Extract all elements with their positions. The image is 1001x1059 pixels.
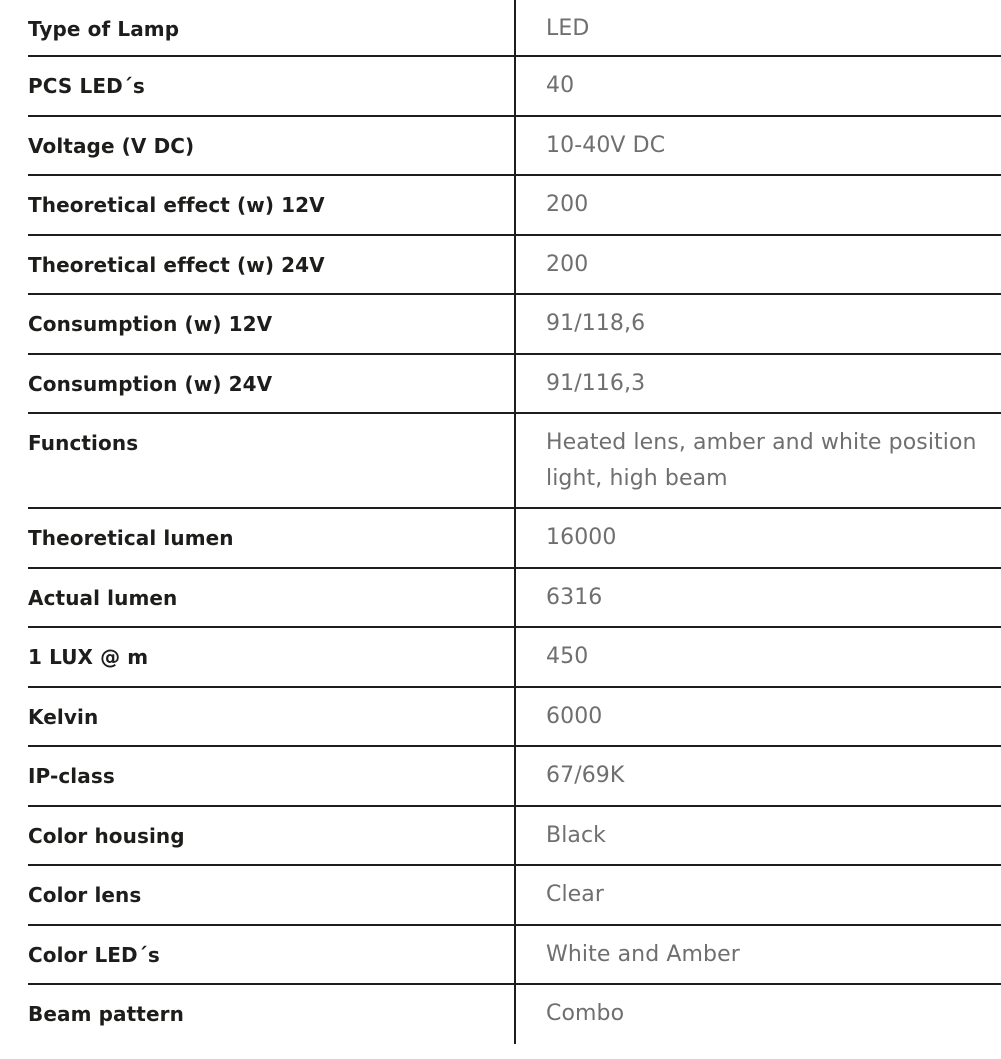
spec-label: Theoretical effect (w) 24V	[28, 252, 325, 277]
spec-value: 10-40V DC	[546, 132, 666, 158]
spec-value: LED	[546, 16, 590, 41]
spec-value: 40	[546, 73, 575, 98]
spec-label: Consumption (w) 12V	[28, 312, 273, 336]
spec-value: 67/69K	[546, 763, 625, 788]
spec-label: Theoretical lumen	[28, 526, 234, 550]
spec-label: Kelvin	[28, 704, 99, 729]
spec-value: 6000	[546, 703, 603, 729]
spec-label: Theoretical effect (w) 12V	[28, 193, 325, 217]
spec-value: 6316	[546, 584, 603, 610]
spec-label: Type of Lamp	[28, 17, 180, 41]
spec-value: 91/116,3	[546, 370, 646, 396]
spec-value: 200	[546, 251, 589, 277]
spec-label: Color housing	[28, 823, 185, 848]
spec-label: Actual lumen	[28, 585, 178, 610]
spec-value: Combo	[546, 1001, 625, 1026]
spec-label: Consumption (w) 24V	[28, 371, 273, 396]
spec-value: Black	[546, 822, 607, 848]
spec-label: Functions	[28, 431, 139, 455]
spec-label: Beam pattern	[28, 1002, 184, 1026]
spec-value: 91/118,6	[546, 311, 646, 336]
spec-label: IP-class	[28, 764, 115, 788]
spec-label: Color lens	[28, 883, 142, 907]
column-divider	[514, 0, 516, 1044]
spec-label: PCS LED´s	[28, 74, 145, 98]
spec-value: Clear	[546, 882, 605, 907]
spec-label: Color LED´s	[28, 942, 160, 967]
spec-label: Voltage (V DC)	[28, 133, 195, 158]
spec-value: 16000	[546, 525, 617, 550]
spec-value: White and Amber	[546, 941, 740, 967]
spec-label: 1 LUX @ m	[28, 645, 149, 669]
spec-value: 200	[546, 192, 589, 217]
spec-value: Heated lens, amber and white position light, high beam	[546, 430, 977, 491]
spec-value: 450	[546, 644, 589, 669]
